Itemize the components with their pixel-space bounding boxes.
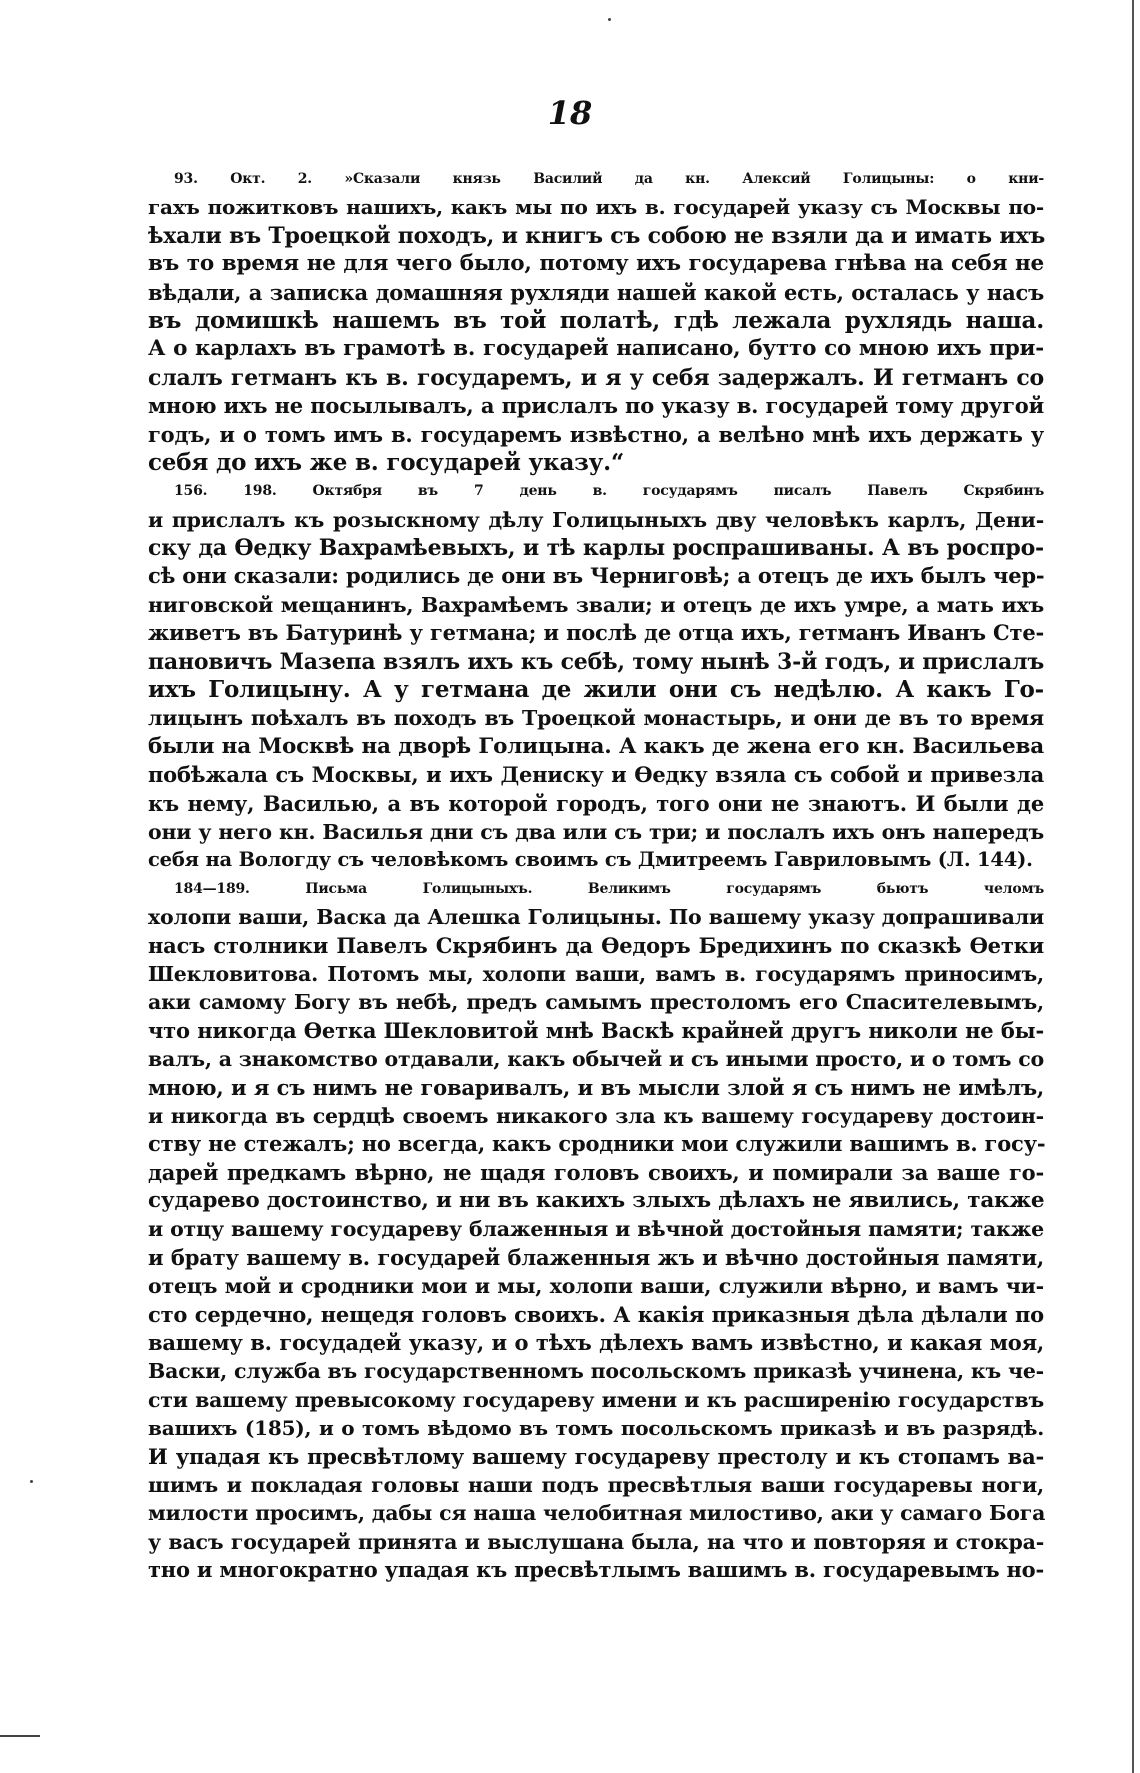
- text-line: ниговской мещанинъ, Вахрамѣемъ звали; и отецъ де ихъ умре, а мать ихъ: [148, 592, 1044, 617]
- text-line: въ домишкѣ нашемъ въ той полатѣ, гдѣ лежала рухлядь наша.: [148, 306, 1044, 334]
- text-line: ихъ Голицыну. А у гетмана де жили они съ недѣлю. А какъ Го-: [148, 676, 1044, 704]
- text-line: у васъ государей принята и выслушана была, на что и повторяя и стокра-: [148, 1529, 1044, 1554]
- text-line: Шекловитова. Потомъ мы, холопи ваши, вамъ в. государямъ приносимъ,: [148, 961, 1044, 986]
- text-line: холопи ваши, Васка да Алешка Голицыны. По вашему указу допрашивали: [148, 905, 1044, 930]
- text-line: себя до ихъ же в. государей указу.“: [148, 448, 624, 476]
- text-line: И упадая къ пресвѣтлому вашему государеву престолу и къ стопамъ ва-: [148, 1443, 1044, 1469]
- text-line: ску да Ѳедку Вахрамѣевыхъ, и тѣ карлы роспрашиваны. А въ роспро-: [148, 535, 1044, 562]
- scan-speck: [608, 18, 611, 21]
- body-text: [148, 165, 1044, 1585]
- text-line: Васки, служба въ государственномъ посольскомъ приказѣ учинена, къ че-: [148, 1359, 1044, 1384]
- text-line: въ то время не для чего было, потому ихъ государева гнѣва на себя не: [148, 251, 1044, 277]
- text-line: вашихъ (185), и о томъ вѣдомо въ томъ посольскомъ приказѣ и въ разрядѣ.: [148, 1416, 1044, 1441]
- text-line: сти вашему превысокому государеву имени и къ расширенію государствъ: [148, 1387, 1044, 1412]
- text-line: шимъ и покладая головы наши подъ пресвѣтлыя ваши государевы ноги,: [148, 1472, 1044, 1497]
- text-line: аки самому Богу въ небѣ, предъ самымъ престоломъ его Спасителевымъ,: [148, 990, 1044, 1015]
- text-line: тно и многократно упадая къ пресвѣтлымъ вашимъ в. государевымъ но-: [148, 1557, 1044, 1583]
- text-line: сударево достоинство, и ни въ какихъ злыхъ дѣлахъ не явились, также: [148, 1188, 1045, 1214]
- text-line: себя на Вологду съ человѣкомъ своимъ съ Дмитреемъ Гавриловымъ (Л. 144).: [148, 848, 1033, 872]
- text-line: ѣхали въ Троецкой походъ, и книгъ съ собою не взяли да и имать ихъ: [148, 222, 1046, 249]
- text-line: они у него кн. Василья дни съ два или съ три; и послалъ ихъ онъ напередъ: [148, 819, 1044, 844]
- text-line: 93. Окт. 2. »Сказали князь Василий да кн. Алексий Голицыны: о кни-: [174, 171, 1044, 187]
- text-line: отецъ мой и сродники мои и мы, холопи ваши, служили вѣрно, и вамъ чи-: [148, 1274, 1044, 1299]
- text-line: побѣжала съ Москвы, и ихъ Дениску и Ѳедку взяла съ собой и привезла: [148, 762, 1044, 788]
- text-line: что никогда Ѳетка Шекловитой мнѣ Васкѣ крайней другъ николи не бы-: [148, 1017, 1044, 1043]
- page-number: 18: [547, 94, 593, 132]
- text-line: валъ, а знакомство отдавали, какъ обычей и съ иными просто, и о томъ со: [148, 1047, 1045, 1072]
- text-line: были на Москвѣ на дворѣ Голицына. А какъ де жена его кн. Васильева: [148, 733, 1044, 759]
- scan-edge-mark: [0, 1735, 40, 1737]
- text-line: и никогда въ сердцѣ своемъ никакого зла къ вашему государеву достоин-: [148, 1103, 1044, 1128]
- text-line: и отцу вашему государеву блаженныя и вѣчной достойныя памяти; также: [148, 1217, 1044, 1242]
- text-line: милости просимъ, дабы ся наша челобитная милостиво, аки у самаго Бога: [148, 1501, 1046, 1526]
- scan-speck: [30, 1480, 33, 1483]
- text-line: гахъ пожитковъ нашихъ, какъ мы по ихъ в. государей указу съ Москвы по-: [148, 195, 1044, 220]
- text-line: А о карлахъ въ грамотѣ в. государей написано, бутто со мною ихъ при-: [148, 336, 1044, 362]
- text-line: и брату вашему в. государей блаженныя жъ и вѣчно достойныя памяти,: [148, 1244, 1044, 1270]
- text-line: вашему в. госудадей указу, и о тѣхъ дѣлехъ вамъ извѣстно, и какая моя,: [148, 1330, 1044, 1356]
- text-line: пановичъ Мазепа взялъ ихъ къ себѣ, тому нынѣ 3-й годъ, и прислалъ: [148, 648, 1044, 675]
- text-line: 156. 198. Октября въ 7 день в. государямъ писалъ Павелъ Скрябинъ: [174, 483, 1044, 500]
- text-line: вѣдали, а записка домашняя рухляди нашей какой есть, осталась у насъ: [148, 279, 1044, 305]
- scan-edge-line: [1132, 0, 1134, 1773]
- text-line: дарей предкамъ вѣрно, не щадя головъ своихъ, и помирали за ваше го-: [148, 1159, 1044, 1185]
- text-line: и прислалъ къ розыскному дѣлу Голицыныхъ дву человѣкъ карлъ, Дени-: [148, 507, 1044, 532]
- text-line: 184—189. Письма Голицыныхъ. Великимъ государямъ бьютъ челомъ: [174, 880, 1044, 897]
- text-line: живетъ въ Батуринѣ у гетмана; и послѣ де отца ихъ, гетманъ Иванъ Сте-: [148, 620, 1044, 646]
- text-line: мною ихъ не посылывалъ, а прислалъ по указу в. государей тому другой: [148, 393, 1044, 419]
- text-line: сто сердечно, нещедя головъ своихъ. А какія приказныя дѣла дѣлали по: [148, 1301, 1044, 1327]
- text-line: къ нему, Василью, а въ которой городъ, того они не знаютъ. И были де: [148, 790, 1044, 816]
- text-line: насъ столники Павелъ Скрябинъ да Ѳедоръ Бредихинъ по сказкѣ Ѳетки: [148, 932, 1044, 958]
- text-line: мною, и я съ нимъ не говаривалъ, и въ мысли злой я съ нимъ не имѣлъ,: [148, 1074, 1044, 1100]
- text-line: ству не стежалъ; но всегда, какъ сродники мои служили вашимъ в. госу-: [148, 1131, 1046, 1157]
- text-line: слалъ гетманъ къ в. государемъ, и я у себя задержалъ. И гетманъ со: [148, 364, 1044, 391]
- text-line: сѣ они сказали: родились де они въ Черниговѣ; а отецъ де ихъ былъ чер-: [148, 563, 1045, 589]
- text-line: лицынъ поѣхалъ въ походъ въ Троецкой монастырь, и они де въ то время: [148, 706, 1044, 731]
- text-line: годъ, и о томъ имъ в. государемъ извѣстно, а велѣно мнѣ ихъ держать у: [148, 421, 1044, 447]
